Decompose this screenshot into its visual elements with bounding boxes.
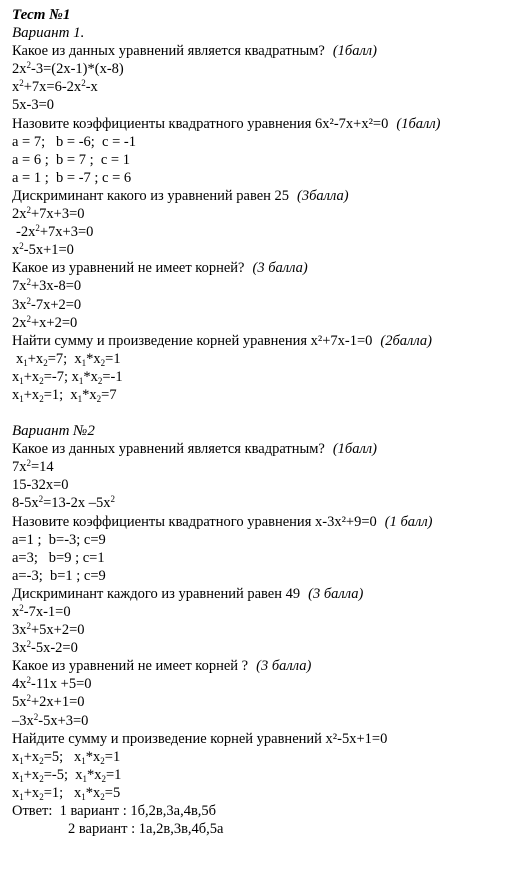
v1-question-2: Назовите коэффициенты квадратного уравнения 6x²-7x+x²=0 (1балл) [12, 115, 441, 132]
v2-q2-option-c: a=-3; b=1 ; c=9 [12, 567, 106, 584]
v1-q4-option-c: $2x^2+x+2=0$ [12, 313, 78, 331]
v1-q2-option-b: a = 6 ; b = 7 ; c = 1 [12, 151, 130, 168]
v1-q5-option-a: $x_1+x_2=7$; $x_1*x_2=1$ [16, 350, 121, 368]
v1-q2-option-c: a = 1 ; b = -7 ; c = 6 [12, 169, 132, 186]
v1-question-5: Найти сумму и произведение корней уравнения x²+7x-1=0 (2балла) [12, 332, 432, 349]
v1-q4-option-b: $3x^2-7x+2=0$ [12, 295, 82, 313]
answers-variant-1: Ответ: 1 вариант : 1б,2в,3а,4в,5б [12, 803, 217, 820]
v2-q1-option-c: $8-5x^2=13-2x$ $-5x^2$ [12, 494, 115, 512]
v1-q3-option-c: $x^2-5x+1=0$ [12, 241, 74, 259]
v1-question-3: Дискриминант какого из уравнений равен 25 (3балла) [12, 187, 349, 204]
test-title: Тест №1 [12, 7, 71, 23]
v2-q5-option-a: $x_1+x_2=5$; $x_1*x_2=1$ [12, 748, 121, 766]
v1-question-4: Какое из уравнений не имеет корней? (3 балла) [12, 260, 308, 277]
v1-q1-option-a: $2x^2-3=(2x-1)*(x-8)$ [12, 60, 124, 78]
v1-q5-option-c: $x_1+x_2=1$; $x_1*x_2=7$ [12, 386, 117, 404]
v2-q4-option-c: $-3x^2-5x+3=0$ [12, 711, 89, 729]
v1-q1-option-c: 5x-3=0 [12, 97, 55, 114]
v2-question-2: Назовите коэффициенты квадратного уравнения x-3x²+9=0 (1 балл) [12, 513, 433, 530]
variant-2-heading: Вариант №2 [12, 423, 95, 440]
v1-q4-option-a: $7x^2+3x-8=0$ [12, 277, 82, 295]
answers-variant-2: 2 вариант : 1а,2в,3в,4б,5а [68, 821, 224, 838]
v2-q2-option-a: a=1 ; b=-3; c=9 [12, 531, 106, 548]
v1-q1-option-b: $x^2+7x=6-2x^2-x$ [12, 78, 98, 96]
variant-1-heading: Вариант 1. [12, 25, 85, 42]
v2-q1-option-a: $7x^2=14$ [12, 458, 54, 476]
v2-q3-option-a: $x^2-7x-1=0$ [12, 603, 71, 620]
v2-question-1: Какое из данных уравнений является квадратным? (1балл) [12, 441, 377, 458]
v2-question-5: Найдите сумму и произведение корней уравнений x²-5x+1=0 [12, 730, 388, 747]
v2-q4-option-a: $4x^2-11x +5=0$ [12, 675, 92, 693]
v2-q1-option-b: 15-32x=0 [12, 477, 69, 494]
v1-q2-option-a: a = 7; b = -6; c = -1 [12, 133, 136, 150]
v2-question-4: Какое из уравнений не имеет корней ? (3 балла) [12, 658, 312, 675]
v1-q3-option-a: $2x^2+7x+3=0$ [12, 205, 85, 223]
v2-q2-option-b: a=3; b=9 ; c=1 [12, 549, 105, 566]
v2-q3-option-b: $3x^2+5x+2=0$ [12, 621, 85, 639]
v2-q4-option-b: $5x^2+2x+1=0$ [12, 693, 85, 711]
v2-q5-option-c: $x_1+x_2=1$; $x_1*x_2=5$ [12, 784, 121, 802]
v2-q3-option-c: $3x^2-5x-2=0$ [12, 639, 78, 657]
v1-q3-option-b: $-2x^2+7x+3=0$ [16, 223, 94, 241]
spacer [12, 404, 515, 422]
v1-question-1: Какое из данных уравнений является квадратным? (1балл) [12, 43, 377, 60]
v2-q5-option-b: $x_1+x_2=-5$; $x_1*x_2=1$ [12, 766, 122, 784]
v2-question-3: Дискриминант каждого из уравнений равен 49 (3 балла) [12, 585, 364, 602]
v1-q5-option-b: $x_1+x_2=-7$; $x_1*x_2=-1$ [12, 368, 123, 386]
